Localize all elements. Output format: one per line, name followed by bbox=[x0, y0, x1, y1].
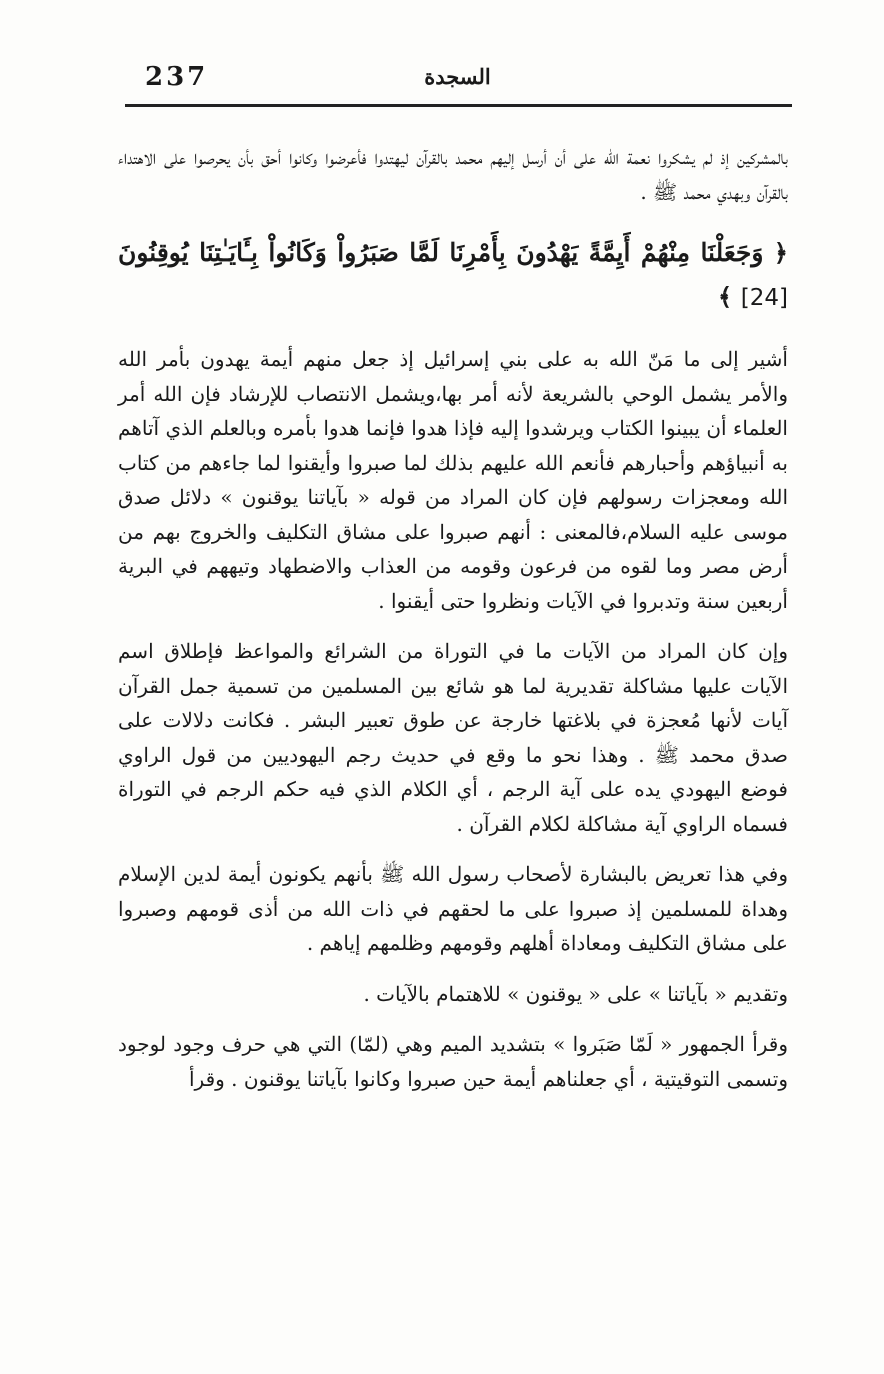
ornate-bracket-open: ﴿ bbox=[773, 238, 788, 267]
ornate-bracket-close: ﴾ bbox=[717, 282, 733, 311]
quran-verse bbox=[118, 231, 788, 320]
running-header bbox=[125, 60, 790, 100]
header-rule bbox=[125, 104, 792, 107]
paragraph-6: وقرأ الجمهور « لَمّا صَبَروا » بتشديد الميم وهي (لمّا) التي هي حرف وجود لوجود وتسمى التوقيتية ، أي جعلناهم أيمة حين صبروا وكانوا بآياتنا يوقنون . وقرأ bbox=[118, 1032, 788, 1091]
paragraph-4: وفي هذا تعريض بالبشارة لأصحاب رسول الله ﷺ بأنهم يكونون أيمة لدين الإسلام وهداة للمسلمين إذ صبروا على ما لحقهم في ذات الله من أذى قومهم وصبروا على مشاق التكليف ومعاداة أهلهم وقومهم وظلمهم إياهم . bbox=[118, 862, 788, 955]
paragraph-2: أشير إلى ما مَنّ الله به على بني إسرائيل إذ جعل منهم أيمة يهدون بأمر الله والأمر يشمل الوحي بالشريعة لأنه أمر بها،ويشمل الانتصاب للإرشاد فإن الله أمر العلماء أن يبينوا الكتاب ويرشدوا إليه فإذا هدوا فإنما هدوا بأمره وبالعلم الذي آتاهم به أنبياؤهم وأحبارهم فأنعم الله عليهم بذلك لما صبروا وأيقنوا لما جاءهم من كتاب الله ومعجزات رسولهم فإن كان المراد من قوله « بآياتنا يوقنون » دلائل صدق موسى عليه السلام،فالمعنى : أنهم صبروا على مشاق التكليف والخروج بهم من أرض مصر وما لقوه من فرعون وقومه من العذاب والاضطهاد وتيههم في البرية أربعين سنة وتدبروا في الآيات ونظروا حتى أيقنوا . bbox=[118, 347, 788, 613]
page-body bbox=[118, 140, 788, 1096]
surah-title: السجدة bbox=[424, 64, 491, 89]
verse-number: [24] bbox=[740, 285, 788, 311]
paragraph-3: وإن كان المراد من الآيات ما في التوراة من الشرائع والمواعظ فإطلاق اسم الآيات عليها مشاكلة تقديرية لما هو شائع بين المسلمين من تسمية جمل القرآن آيات لأنها مُعجزة في بلاغتها خارجة عن طوق تعبير البشر . فكانت دلالات على صدق محمد ﷺ . وهذا نحو ما وقع في حديث رجم اليهوديين من قول الراوي فوضع اليهودي يده على آية الرجم ، أي الكلام الذي فيه حكم الرجم في التوراة فسماه الراوي آية مشاكلة لكلام القرآن . bbox=[118, 639, 788, 836]
paragraph-1: بالمشركين إذ لم يشكروا نعمة الله على أن أرسل إليهم محمد بالقرآن ليهتدوا فأعرضوا وكانوا أحق بأن يحرصوا على الاهتداء بالقرآن وبهدي محمد ﷺ . bbox=[118, 145, 788, 204]
page-number: 237 bbox=[145, 62, 209, 92]
verse-text: وَجَعَلْنَا مِنْهُمْ أَيِمَّةً يَهْدُونَ بِأَمْرِنَا لَمَّا صَبَرُواْ وَكَانُواْ بِـَٔايَـٰتِنَا يُوقِنُونَ bbox=[118, 238, 764, 267]
paragraph-5: وتقديم « بآياتنا » على « يوقنون » للاهتمام بالآيات . bbox=[363, 981, 788, 1006]
